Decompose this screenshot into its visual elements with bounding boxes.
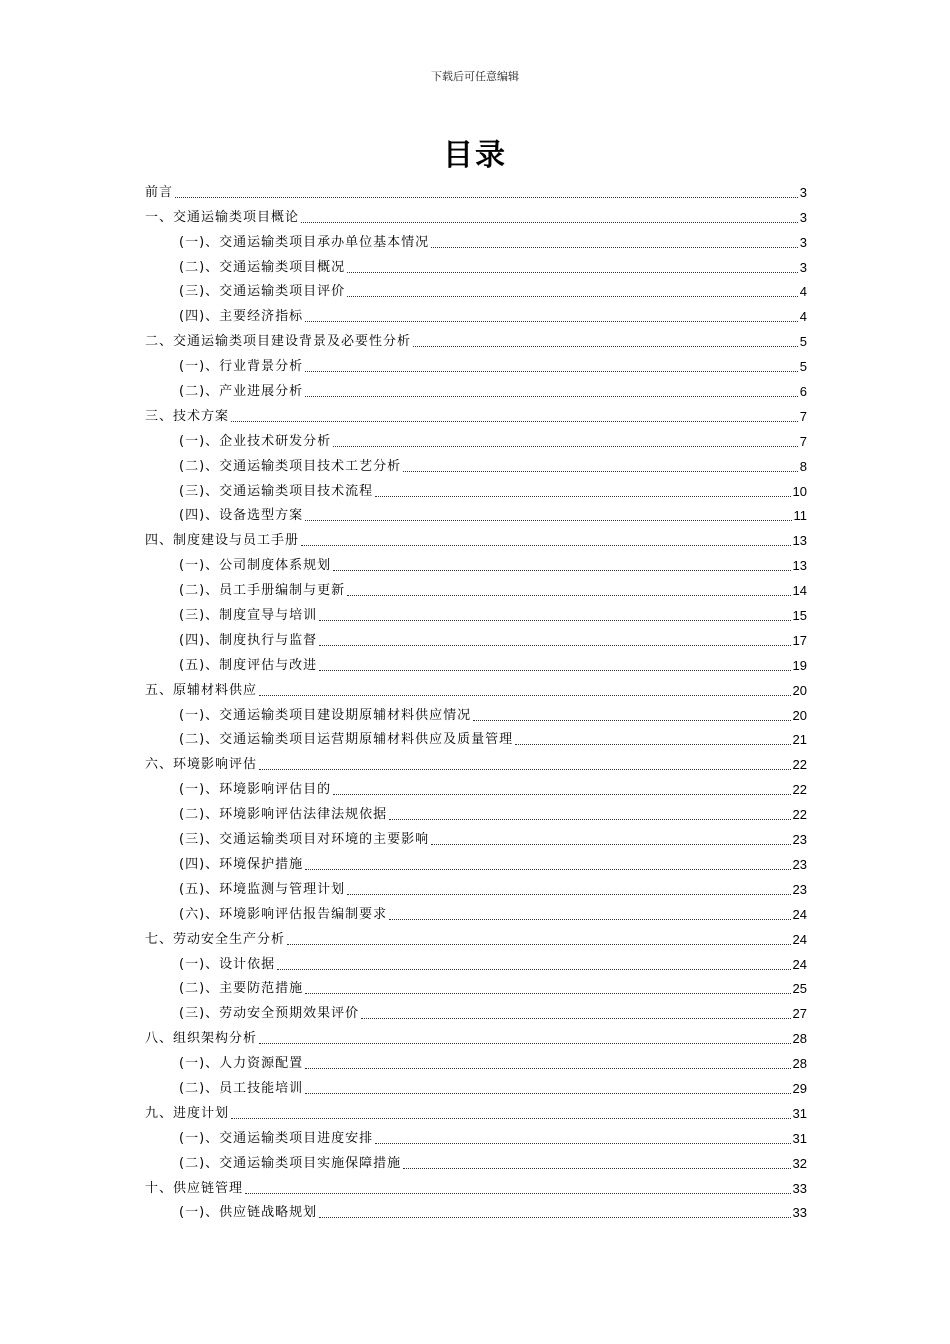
toc-entry-page-number: 25 (792, 981, 807, 997)
toc-entry-page-number: 3 (799, 259, 807, 275)
dot-leader (305, 993, 790, 994)
toc-entry[interactable] (145, 201, 807, 226)
toc-entry-label: (四)、环境保护措施 (179, 856, 304, 872)
toc-entry[interactable] (145, 1172, 807, 1197)
toc-entry-label: 三、技术方案 (145, 408, 230, 424)
toc-entry-label: (二)、交通运输类项目技术工艺分析 (179, 458, 402, 474)
toc-entry[interactable] (145, 823, 807, 848)
toc-entry-label: (一)、人力资源配置 (179, 1056, 304, 1072)
toc-entry-label: (三)、交通运输类项目对环境的主要影响 (179, 832, 430, 848)
toc-entry-label: (一)、交通运输类项目进度安排 (179, 1130, 374, 1146)
dot-leader (375, 496, 790, 497)
toc-entry-label: (二)、员工技能培训 (179, 1080, 304, 1096)
dot-leader (431, 247, 798, 248)
dot-leader (305, 1093, 790, 1094)
toc-entry[interactable] (145, 923, 807, 948)
toc-entry-label: (五)、环境监测与管理计划 (179, 881, 346, 897)
dot-leader (287, 944, 791, 945)
toc-entry-page-number: 7 (799, 433, 807, 449)
dot-leader (259, 769, 791, 770)
toc-entry[interactable] (145, 251, 807, 276)
dot-leader (231, 1118, 791, 1119)
toc-entry-label: 一、交通运输类项目概论 (145, 209, 300, 225)
table-of-contents (145, 176, 807, 1221)
toc-entry-label: 十、供应链管理 (145, 1180, 244, 1196)
header-note: 下载后可任意编辑 (431, 70, 519, 83)
toc-entry[interactable] (145, 1147, 807, 1172)
toc-entry[interactable] (145, 748, 807, 773)
toc-entry[interactable] (145, 997, 807, 1022)
toc-entry-label: (一)、设计依据 (179, 956, 276, 972)
toc-entry-label: (三)、劳动安全预期效果评价 (179, 1006, 360, 1022)
toc-entry[interactable] (145, 425, 807, 450)
toc-entry-label: (二)、产业进展分析 (179, 384, 304, 400)
toc-entry[interactable] (145, 500, 807, 525)
dot-leader (259, 1043, 791, 1044)
toc-entry[interactable] (145, 300, 807, 325)
toc-entry-label: (四)、主要经济指标 (179, 309, 304, 325)
toc-entry-label: 四、制度建设与员工手册 (145, 533, 300, 549)
toc-entry-label: (一)、供应链战略规划 (179, 1205, 318, 1221)
toc-entry[interactable] (145, 325, 807, 350)
dot-leader (413, 346, 798, 347)
dot-leader (319, 1217, 790, 1218)
dot-leader (231, 421, 798, 422)
dot-leader (431, 844, 790, 845)
toc-entry-label: (二)、员工手册编制与更新 (179, 583, 346, 599)
dot-leader (347, 296, 798, 297)
toc-entry[interactable] (145, 276, 807, 301)
toc-entry[interactable] (145, 1122, 807, 1147)
toc-entry-label: (一)、交通运输类项目承办单位基本情况 (179, 234, 430, 250)
toc-entry[interactable] (145, 674, 807, 699)
toc-entry[interactable] (145, 724, 807, 749)
toc-entry-page-number: 3 (799, 234, 807, 250)
dot-leader (319, 620, 790, 621)
toc-entry-label: (三)、交通运输类项目评价 (179, 284, 346, 300)
dot-leader (347, 595, 790, 596)
toc-entry-page-number: 10 (792, 483, 807, 499)
toc-entry[interactable] (145, 873, 807, 898)
toc-entry-label: (一)、行业背景分析 (179, 359, 304, 375)
toc-entry-page-number: 22 (792, 757, 807, 773)
toc-entry[interactable] (145, 848, 807, 873)
toc-entry-label: (一)、交通运输类项目建设期原辅材料供应情况 (179, 707, 472, 723)
toc-entry-label: (二)、交通运输类项目运营期原辅材料供应及质量管理 (179, 732, 514, 748)
dot-leader (319, 670, 790, 671)
toc-entry-label: 七、劳动安全生产分析 (145, 931, 286, 947)
toc-entry[interactable] (145, 798, 807, 823)
toc-entry[interactable] (145, 524, 807, 549)
toc-entry[interactable] (145, 450, 807, 475)
toc-entry-page-number: 22 (792, 807, 807, 823)
toc-entry-page-number: 20 (792, 707, 807, 723)
toc-entry-page-number: 3 (799, 184, 807, 200)
toc-entry[interactable] (145, 1072, 807, 1097)
toc-entry-page-number: 24 (792, 931, 807, 947)
toc-entry-label: (二)、交通运输类项目实施保障措施 (179, 1155, 402, 1171)
toc-entry[interactable] (145, 350, 807, 375)
toc-entry[interactable] (145, 649, 807, 674)
dot-leader (361, 1018, 790, 1019)
toc-entry-label: (一)、企业技术研发分析 (179, 433, 332, 449)
dot-leader (389, 919, 790, 920)
toc-entry-page-number: 24 (792, 956, 807, 972)
toc-entry-page-number: 27 (792, 1006, 807, 1022)
toc-entry-page-number: 4 (799, 309, 807, 325)
toc-entry[interactable] (145, 599, 807, 624)
dot-leader (347, 272, 798, 273)
toc-entry[interactable] (145, 948, 807, 973)
toc-entry-page-number: 33 (792, 1180, 807, 1196)
toc-entry-label: 五、原辅材料供应 (145, 682, 258, 698)
toc-entry-label: (二)、交通运输类项目概况 (179, 259, 346, 275)
toc-entry[interactable] (145, 475, 807, 500)
toc-entry[interactable] (145, 574, 807, 599)
dot-leader (259, 695, 791, 696)
dot-leader (305, 371, 798, 372)
toc-entry-label: (三)、制度宣导与培训 (179, 608, 318, 624)
dot-leader (515, 744, 790, 745)
dot-leader (347, 894, 790, 895)
toc-entry-label: (四)、制度执行与监督 (179, 632, 318, 648)
toc-entry-page-number: 5 (799, 359, 807, 375)
toc-entry-label: (一)、公司制度体系规划 (179, 558, 332, 574)
toc-entry[interactable] (145, 898, 807, 923)
toc-entry-label: (六)、环境影响评估报告编制要求 (179, 906, 388, 922)
toc-entry-page-number: 13 (792, 533, 807, 549)
dot-leader (301, 545, 791, 546)
toc-entry-page-number: 22 (792, 782, 807, 798)
dot-leader (305, 321, 798, 322)
toc-entry-label: (二)、环境影响评估法律法规依据 (179, 807, 388, 823)
toc-entry-label: (一)、环境影响评估目的 (179, 782, 332, 798)
dot-leader (333, 570, 790, 571)
toc-entry-label: 九、进度计划 (145, 1105, 230, 1121)
dot-leader (305, 520, 791, 521)
toc-entry[interactable] (145, 973, 807, 998)
toc-entry-page-number: 8 (799, 458, 807, 474)
toc-entry-label: 六、环境影响评估 (145, 757, 258, 773)
dot-leader (333, 794, 790, 795)
toc-entry-page-number: 11 (793, 508, 807, 524)
dot-leader (305, 396, 798, 397)
toc-entry-page-number: 31 (792, 1105, 807, 1121)
dot-leader (277, 969, 790, 970)
toc-entry-page-number: 23 (792, 832, 807, 848)
toc-entry-page-number: 7 (799, 408, 807, 424)
dot-leader (175, 197, 798, 198)
dot-leader (301, 222, 798, 223)
toc-entry[interactable] (145, 400, 807, 425)
toc-entry-page-number: 32 (792, 1155, 807, 1171)
toc-entry-page-number: 17 (792, 632, 807, 648)
toc-entry[interactable] (145, 549, 807, 574)
toc-entry-label: (三)、交通运输类项目技术流程 (179, 483, 374, 499)
dot-leader (389, 819, 790, 820)
toc-entry-page-number: 23 (792, 881, 807, 897)
toc-entry-page-number: 33 (792, 1205, 807, 1221)
toc-entry-page-number: 28 (792, 1031, 807, 1047)
toc-entry[interactable] (145, 1022, 807, 1047)
dot-leader (319, 645, 790, 646)
toc-entry-page-number: 20 (792, 682, 807, 698)
toc-entry[interactable] (145, 1197, 807, 1222)
toc-entry-page-number: 5 (799, 334, 807, 350)
toc-entry-label: (二)、主要防范措施 (179, 981, 304, 997)
dot-leader (305, 1068, 790, 1069)
toc-entry-page-number: 31 (792, 1130, 807, 1146)
toc-entry[interactable] (145, 1097, 807, 1122)
toc-entry-page-number: 15 (792, 608, 807, 624)
toc-entry-page-number: 28 (792, 1056, 807, 1072)
toc-entry[interactable] (145, 773, 807, 798)
dot-leader (245, 1193, 791, 1194)
toc-entry-label: 二、交通运输类项目建设背景及必要性分析 (145, 334, 412, 350)
toc-entry-page-number: 29 (792, 1080, 807, 1096)
dot-leader (403, 1168, 790, 1169)
dot-leader (375, 1143, 790, 1144)
toc-entry-label: 八、组织架构分析 (145, 1031, 258, 1047)
dot-leader (473, 720, 790, 721)
toc-entry-page-number: 21 (792, 732, 807, 748)
toc-entry[interactable] (145, 1047, 807, 1072)
toc-entry-page-number: 19 (792, 657, 807, 673)
toc-entry[interactable] (145, 226, 807, 251)
toc-entry[interactable] (145, 176, 807, 201)
toc-entry-page-number: 14 (792, 583, 807, 599)
toc-entry-page-number: 3 (799, 209, 807, 225)
toc-entry[interactable] (145, 699, 807, 724)
toc-entry-page-number: 23 (792, 856, 807, 872)
toc-entry-page-number: 24 (792, 906, 807, 922)
dot-leader (333, 446, 798, 447)
dot-leader (403, 471, 798, 472)
toc-entry-page-number: 13 (792, 558, 807, 574)
dot-leader (305, 869, 790, 870)
toc-entry-page-number: 6 (799, 384, 807, 400)
toc-entry-label: (五)、制度评估与改进 (179, 657, 318, 673)
toc-entry-page-number: 4 (799, 284, 807, 300)
toc-entry[interactable] (145, 375, 807, 400)
toc-entry[interactable] (145, 624, 807, 649)
toc-entry-label: 前言 (145, 184, 174, 200)
toc-entry-label: (四)、设备选型方案 (179, 508, 304, 524)
page-title: 目录 (443, 138, 507, 173)
